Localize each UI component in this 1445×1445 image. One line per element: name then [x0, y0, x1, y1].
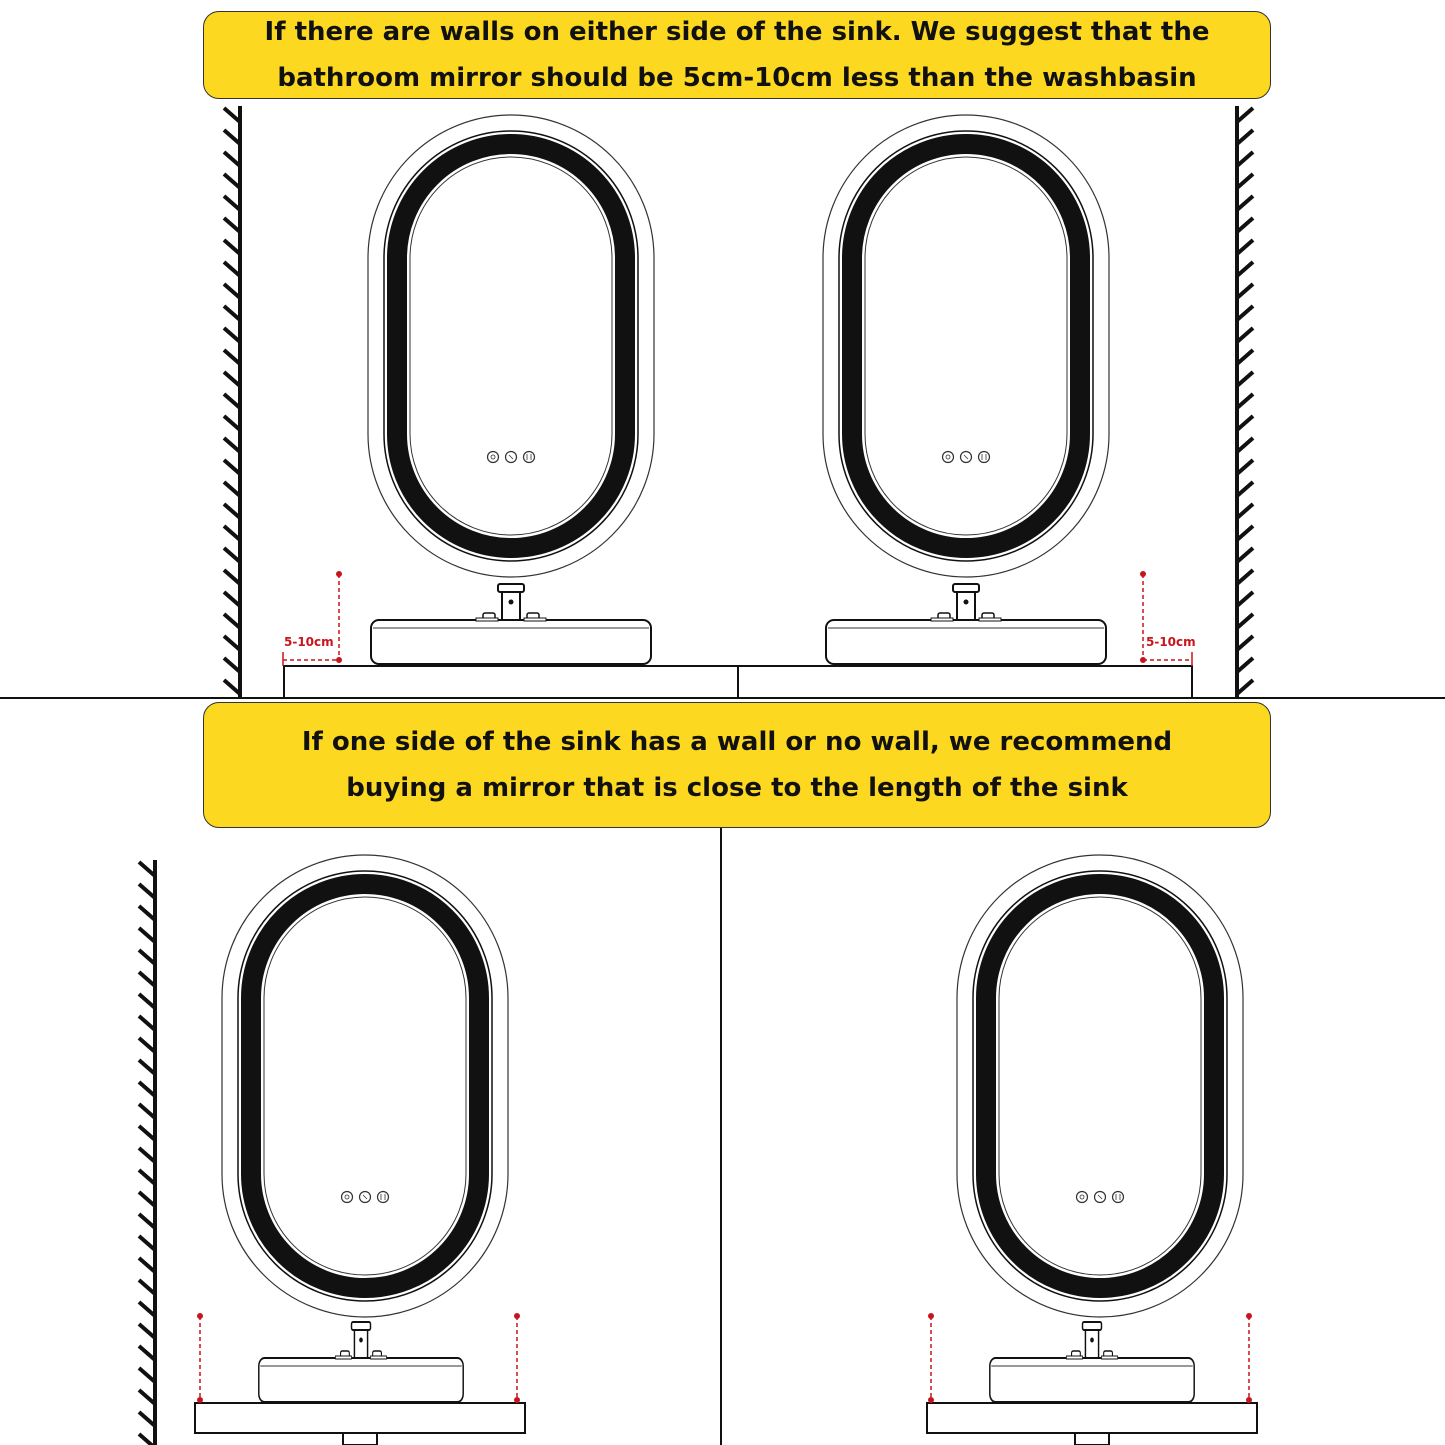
oval-led-mirror-icon [823, 115, 1109, 577]
top-banner-line-1: If there are walls on either side of the sink. We suggest that the [264, 17, 1210, 47]
vanity-leg [343, 1433, 377, 1445]
vessel-sink-icon [990, 1322, 1194, 1402]
vessel-sink-icon [371, 584, 651, 664]
right-gap-dimension [1140, 571, 1196, 666]
vessel-sink-icon [259, 1322, 463, 1402]
vanity-leg [1075, 1433, 1109, 1445]
bottom-banner-line-1: If one side of the sink has a wall or no wall, we recommend [301, 727, 1173, 757]
left-gap-label: 5-10cm [284, 635, 334, 649]
vanity-countertop-icon [738, 666, 1192, 698]
vanity-countertop-icon [927, 1403, 1257, 1433]
vanity-countertop-icon [195, 1403, 525, 1433]
oval-led-mirror-icon [957, 855, 1243, 1317]
vessel-sink-icon [826, 584, 1106, 664]
wall-hatch-icon [139, 860, 155, 1445]
top-banner-line-2: bathroom mirror should be 5cm-10cm less than the washbasin [277, 63, 1197, 93]
oval-led-mirror-icon [368, 115, 654, 577]
left-gap-dimension [283, 571, 342, 666]
oval-led-mirror-icon [222, 855, 508, 1317]
wall-hatch-icon [224, 106, 240, 698]
wall-hatch-icon [1237, 106, 1253, 698]
right-gap-label: 5-10cm [1146, 635, 1196, 649]
vanity-countertop-icon [284, 666, 738, 698]
bottom-banner-line-2: buying a mirror that is close to the length of the sink [346, 773, 1128, 803]
